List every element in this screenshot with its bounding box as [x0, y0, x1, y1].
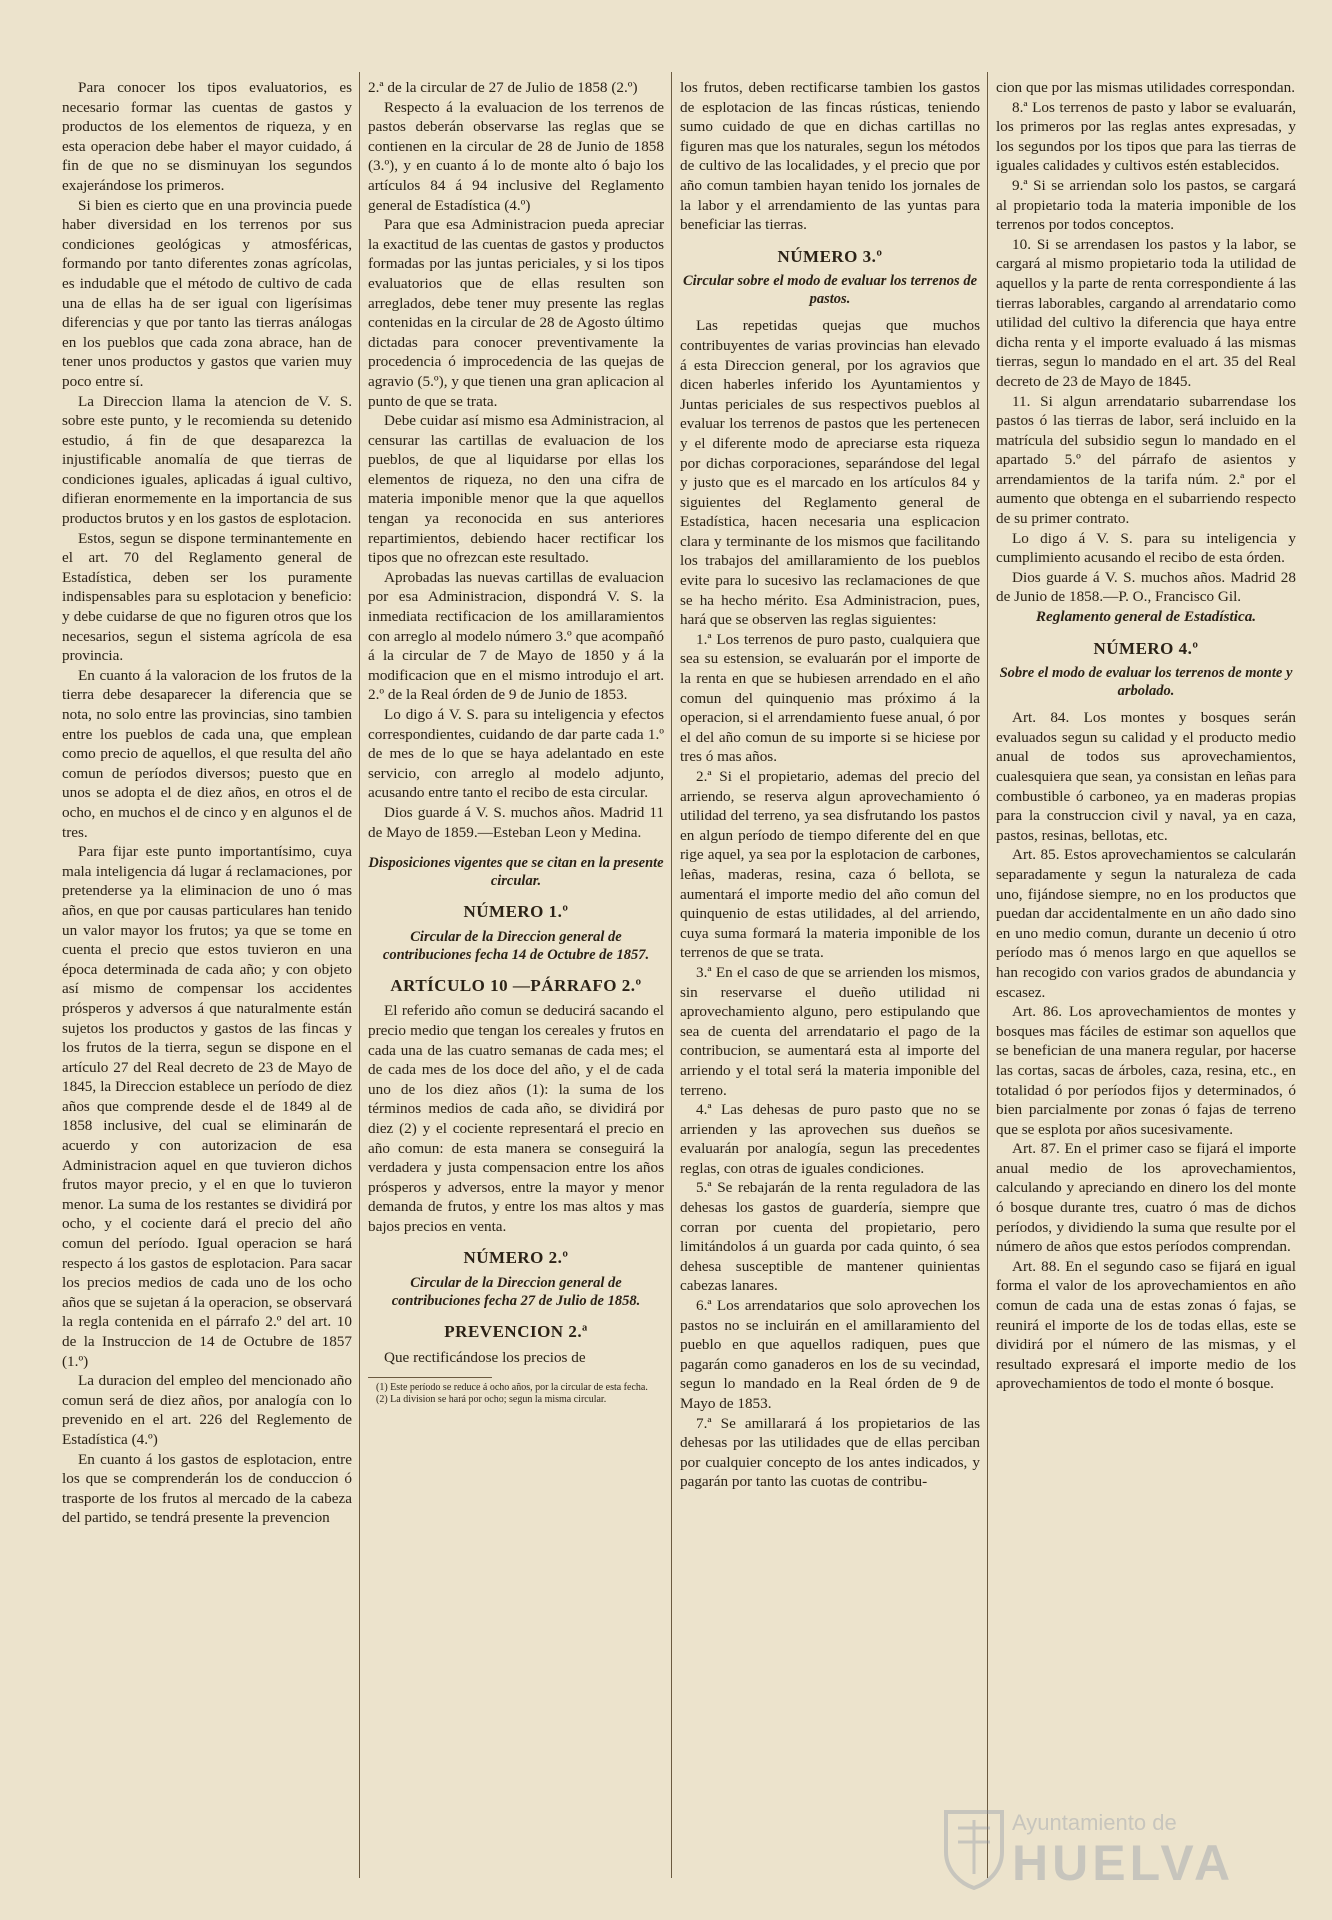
paragraph: En cuanto á los gastos de esplotacion, entre los que se comprenderán los de conduccion ó trasporte de los frutos al mercado de la cabeza del partido, se tendrá presente la prevencion: [62, 1450, 352, 1527]
rule-11: 11. Si algun arrendatario subarrendase los pastos ó las tierras de labor, será incluido en la matrícula del subsidio segun lo mandado en el apartado 5.º del párrafo de asientos y arrendamientos de la tarifa núm. 2.ª por el aumento que obtenga en el subarriendo respecto de su primer contrato.: [996, 392, 1296, 528]
paragraph: Si bien es cierto que en una provincia puede haber diversidad en los terrenos por sus condiciones geológicas y atmosféricas, formando por tanto diferentes zonas agrícolas, es indudable que el método de cultivo de cada una de ellas ha de ser igual con ligerísimas diferencias y que por tanto las tierras análogas en los pueblos que cada zona abrace, han de tener unos productos y gastos que varien muy poco entre sí.: [62, 196, 352, 390]
article-86: Art. 86. Los aprovechamientos de montes y bosques mas fáciles de estimar son aquellos que se benefician de una manera regular, por hacerse las cortas, sacas de árboles, caza, resina, etc., en totalidad ó por períodos fijos y determinados, ó bien parcialmente por zonas ó fajas de terreno que se esplota por años sucesivamente.: [996, 1003, 1296, 1138]
column-1: [62, 78, 352, 1878]
rule-6: 6.ª Los arrendatarios que solo aprovechen los pastos no se incluirán en el amillaramiento del pueblo en que aquellos radiquen, pues que pagarán como ganaderos en los de su vecindad, segun lo mandado en la Real órden de 9 de Mayo de 1853.: [680, 1297, 980, 1412]
section-subtitle: Circular de la Direccion general de contribuciones fecha 27 de Julio de 1858.: [391, 1275, 641, 1310]
rule-1: 1.ª Los terrenos de puro pasto, cualquiera que sea su estension, se evaluarán por el importe de la renta en que se hubiesen arrendado en el año comun del quinquenio mas próximo á la operacion, si el arrendamiento fuese anual, ó por el del año comun de su importe si se hiciese por tres ó mas años.: [680, 630, 980, 766]
article-heading: ARTÍCULO 10 —PÁRRAFO 2.º: [390, 975, 642, 995]
section-subtitle: Circular de la Direccion general de contribuciones fecha 14 de Octubre de 1857.: [382, 928, 650, 963]
paragraph: Debe cuidar así mismo esa Administracion, al censurar las cartillas de evaluacion de los pueblos, de que al liquidarse por ellas los elementos de riqueza, no den una cifra de materia imponible menor que la que aquellos tengan ya reconocida en sus anteriores repartimientos, debiendo hacer rectificar los tipos que no ofrezcan este resultado.: [368, 412, 664, 567]
paragraph: Para fijar este punto importantísimo, cuya mala inteligencia dá lugar á reclamaciones, por pretenderse ya la eliminacion de uno ó mas años, en que por causas particulares han tenido un valor mayor los frutos; ya que se tome en cuenta el precio que estos tuvieron en una época determinada de cada año; y con objeto así mismo de compensar los accidentes prósperos y adversos á que naturalmente están sujetos los productos y gastos de las fincas y los frutos de la tierra, segun se dispone en el artículo 27 del Real decreto de 23 de Mayo de 1845, la Direccion establece un período de diez años que comprende desde el de 1849 al de 1858 inclusive, del cual se eliminarán de acuerdo y con autorizacion de esa Administracion aquel en que tuvieron dichos frutos mayor precio, y el en que lo tuvieron menor. La suma de los restantes se dividirá por ocho, y el cociente dará el precio del año comun del período. Igual operacion se hará respecto á los gastos de esplotacion. Para sacar los precios medios de cada uno de los ocho años que se sujetan á la operacion, se observará la regla contenida en el párrafo 2.º del art. 10 de la Instruccion de 14 de Octubre de 1857 (1.º): [62, 843, 352, 1370]
column-2: [368, 78, 664, 1878]
footnotes: [368, 1377, 648, 1405]
watermark-title: HUELVA: [1012, 1835, 1235, 1891]
rule-10: 10. Si se arrendasen los pastos y la labor, se cargará al mismo propietario toda la utilidad de aquellos y la parte de renta correspondiente á las tierras laborables, cargando al arrendatario como utilidad del cultivo la diferencia que haya entre dicha renta y el importe evaluado á las mismas tierras, segun lo mandado en el art. 35 del Real decreto de 23 de Mayo de 1845.: [996, 235, 1296, 390]
paragraph: cion que por las mismas utilidades correspondan.: [996, 79, 1296, 96]
paragraph: La duracion del empleo del mencionado año comun será de diez años, por analogía con lo prevenido en el art. 226 del Reglemento de Estadística (4.º): [62, 1372, 352, 1448]
article-85: Art. 85. Estos aprovechamientos se calcularán separadamente y segun la naturaleza de cada uno, fijándose siempre, no en los productos que puedan dar accidentalmente en un año dado sino en uno medio comun, durante un decenio ú otro período mas ó menos largo en que aquellos se han recogido con varios grados de abundancia y escasez.: [996, 846, 1296, 1001]
section-heading: NÚMERO 1.º: [463, 902, 569, 922]
paragraph: 2.ª de la circular de 27 de Julio de 1858 (2.º): [368, 79, 638, 96]
paragraph: Aprobadas las nuevas cartillas de evaluacion por esa Administracion, dispondrá V. S. la inmediata rectificacion de los amillaramientos con arreglo al modelo número 3.º que acompañó á la circular de 7 de Mayo de 1850 y á la modificacion que en el mismo introdujo el art. 2.º de la Real órden de 9 de Junio de 1853.: [368, 568, 664, 704]
rule-9: 9.ª Si se arriendan solo los pastos, se cargará al propietario toda la materia imponible de los terrenos por todos conceptos.: [996, 176, 1296, 234]
footnote: (1) Este período se reduce á ocho años, por la circular de esta fecha.: [376, 1382, 648, 1394]
paragraph: Respecto á la evaluacion de los terrenos de pastos deberán observarse las reglas que se contienen en la circular de 28 de Junio de 1858 (3.º), y en cuanto á lo de monte alto ó bajo los artículos 84 á 94 inclusive del Reglamento general de Estadística (4.º): [368, 98, 664, 214]
section-heading: NÚMERO 3.º: [777, 246, 883, 266]
column-3: [680, 78, 980, 1878]
paragraph: Lo digo á V. S. para su inteligencia y cumplimiento acusando el recibo de esta órden.: [996, 529, 1296, 567]
paragraph: El referido año comun se deducirá sacando el precio medio que tengan los cereales y frutos en cada una de las cuatro semanas de cada mes; el de cada mes de los doce del año, y el de cada uno de los diez años (1): la suma de los términos medios de cada año, se dividirá por diez (2) y el cociente representará el precio en año comun: de esta manera se conseguirá la verdadera y justa compensacion entre los años prósperos y adversos, entre la mayor y menor demanda de frutos, y entre los mas altos y mas bajos precios en venta.: [368, 1002, 664, 1235]
archive-watermark: [942, 1802, 1262, 1894]
column-4: [996, 78, 1296, 1878]
signature: Dios guarde á V. S. muchos años. Madrid 11 de Mayo de 1859.—Esteban Leon y Medina.: [368, 803, 664, 841]
section-intro: Disposiciones vigentes que se citan en la presente circular.: [368, 855, 664, 890]
rule-7: 7.ª Se amillarará á los propietarios de las dehesas por las utilidades que de ellas perciban por cualquier concepto de los antes indicados, y pagarán por tanto las cuotas de contribu-: [680, 1414, 980, 1491]
signature: Dios guarde á V. S. muchos años. Madrid 28 de Junio de 1858.—P. O., Francisco Gil.: [996, 568, 1296, 606]
prevention-heading: PREVENCION 2.ª: [444, 1322, 588, 1342]
text-columns: [62, 78, 1296, 1878]
paragraph: Estos, segun se dispone terminantemente en el art. 70 del Reglamento general de Estadística, deben ser los puramente indispensables para su esplotacion y beneficio: y debe cuidarse de que no figuren otros que los necesarios, segun el sistema agrícola de esa provincia.: [62, 529, 352, 665]
paragraph: Las repetidas quejas que muchos contribuyentes de varias provincias han elevado á esta Direccion general, por los agravios que dicen haberles inferido los Ayuntamientos y Juntas periciales de sus respectivos pueblos al evaluar los terrenos de pastos que les pertenecen y el diferente modo de apreciarse esta riqueza por dichas corporaciones, separándose del legal y justo que es el marcado en los artículos 84 y siguientes del Reglamento general de Estadística, hacen necesaria una esplicacion clara y terminante de los mismos que facilitando los trabajos del amillaramiento de los pueblos evite para lo sucesivo las reclamaciones de que se ha hecho mérito. Esa Administracion, pues, hará que se observen las reglas siguientes:: [680, 317, 980, 629]
section-heading: NÚMERO 4.º: [1093, 638, 1199, 658]
regulation-title: Reglamento general de Estadística.: [1035, 608, 1257, 626]
paragraph: La Direccion llama la atencion de V. S. sobre este punto, y le recomienda su detenido estudio, á fin de que desaparezca la injustificable anomalía de que tierras de condiciones iguales, aplicadas á igual cultivo, difieran enormemente en la importancia de sus productos brutos y en los gastos de esplotacion.: [62, 392, 352, 528]
footnote: (2) La division se hará por ocho; segun la misma circular.: [376, 1393, 607, 1405]
paragraph: Lo digo á V. S. para su inteligencia y efectos correspondientes, cuidando de dar parte cada 1.º de mes de lo que se haya adelantado en este servicio, con arreglo al modelo adjunto, acusando entre tanto el recibo de esta circular.: [368, 706, 664, 802]
paragraph: Para que esa Administracion pueda apreciar la exactitud de las cuentas de gastos y productos formadas por las juntas periciales, y si los tipos evaluatorios que de ellas resulten son arreglados, debe tener muy presente las reglas contenidas en la circular de 28 de Agosto último dictadas para conocer preventivamente la procedencia ó improcedencia de las quejas de agravio (5.º), y que tienen una gran aplicacion al punto de que se trata.: [368, 216, 664, 410]
watermark-subtitle: Ayuntamiento de: [1012, 1810, 1177, 1835]
paragraph: los frutos, deben rectificarse tambien los gastos de esplotacion de las fincas rústicas, teniendo sumo cuidado de que en dichas cartillas no figuren mas que los naturales, segun los métodos de cultivo de las localidades, y el precio que por año comun tambien hayan tenido los jornales de la labor y el arrendamiento de las yuntas para beneficiar las tierras.: [680, 79, 980, 234]
rule-2: 2.ª Si el propietario, ademas del precio del arriendo, se reserva algun aprovechamiento ó utilidad del terreno, ya sea disfrutando los pastos en algun período de tiempo diferente del en que rige aquel, ya sea por la esplotacion de carbones, leñas, maderas, resina, caza ó bellota, se aumentará el importe medio del año comun del quinquenio de estas utilidades, al del arriendo, cuya suma formará la materia imponible de los terrenos de que se trata.: [680, 768, 980, 962]
article-87: Art. 87. En el primer caso se fijará el importe anual medio de los aprovechamientos, calculando y apreciando en dinero los del monte ó bosque durante tres, cuatro ó mas de dichos períodos, y dividiendo la suma que resulte por el número de años que estos períodos comprendan.: [996, 1140, 1296, 1256]
article-88: Art. 88. En el segundo caso se fijará en igual forma el valor de los aprovechamientos en año comun de cada una de estas zonas ó fajas, se reunirá el importe de los de todas ellas, este se dividirá por el número de las mismas, y el resultado expresará el importe medio de los aprovechamientos de todo el monte ó bosque.: [996, 1257, 1296, 1393]
shield-icon: [942, 1808, 1006, 1890]
paragraph: Que rectificándose los precios de: [384, 1348, 586, 1366]
article-84: Art. 84. Los montes y bosques serán evaluados segun su calidad y el producto medio anual de todos sus aprovechamientos, cualesquiera que sean, ya consistan en leñas para combustible ó carboneo, ya en maderas propias para la construccion civil y naval, ya en caza, pastos, resinas, bellotas, etc.: [996, 709, 1296, 844]
paragraph: En cuanto á la valoracion de los frutos de la tierra debe desaparecer la diferencia que se nota, no solo entre las provincias, sino tambien entre los pueblos de cada una, que emplean como precio de aquellos, el que resulta del año comun de períodos diversos; puesto que en unos se adopta el de diez años, en otros el de ocho, en muchos el de cinco y en algunos el de tres.: [62, 666, 352, 841]
section-subtitle: Sobre el modo de evaluar los terrenos de monte y arbolado.: [999, 665, 1293, 700]
rule-8: 8.ª Los terrenos de pasto y labor se evaluarán, los primeros por las reglas antes expresadas, y los segundos por los tipos que para las tierras de iguales calidades y cultivos estén establecidos.: [996, 98, 1296, 175]
rule-4: 4.ª Las dehesas de puro pasto que no se arrienden y las aprovechen sus dueños se evaluarán por analogía, segun las precedentes reglas, con otras de iguales condiciones.: [680, 1101, 980, 1177]
section-heading: NÚMERO 2.º: [463, 1248, 569, 1268]
rule-3: 3.ª En el caso de que se arrienden los mismos, sin reservarse el dueño utilidad ni aprovechamiento alguno, pero estipulando que sea de cuenta del arrendatario el pago de la contribucion, se aumentará esta al importe del arriendo y el total será la materia imponible del terreno.: [680, 963, 980, 1099]
section-subtitle: Circular sobre el modo de evaluar los terrenos de pastos.: [682, 273, 978, 308]
rule-5: 5.ª Se rebajarán de la renta reguladora de las dehesas los gastos de guardería, siempre que corran por cuenta del propietario, pero limitándolos á un guarda por cada quinto, ó sea dehesa susceptible de mantener quinientas cabezas lanares.: [680, 1179, 980, 1295]
paragraph: Para conocer los tipos evaluatorios, es necesario formar las cuentas de gastos y productos de los elementos de riqueza, y en esta operacion debe haber el mayor cuidado, á fin de que no se disminuyan los segundos exajerándose los primeros.: [62, 79, 352, 194]
